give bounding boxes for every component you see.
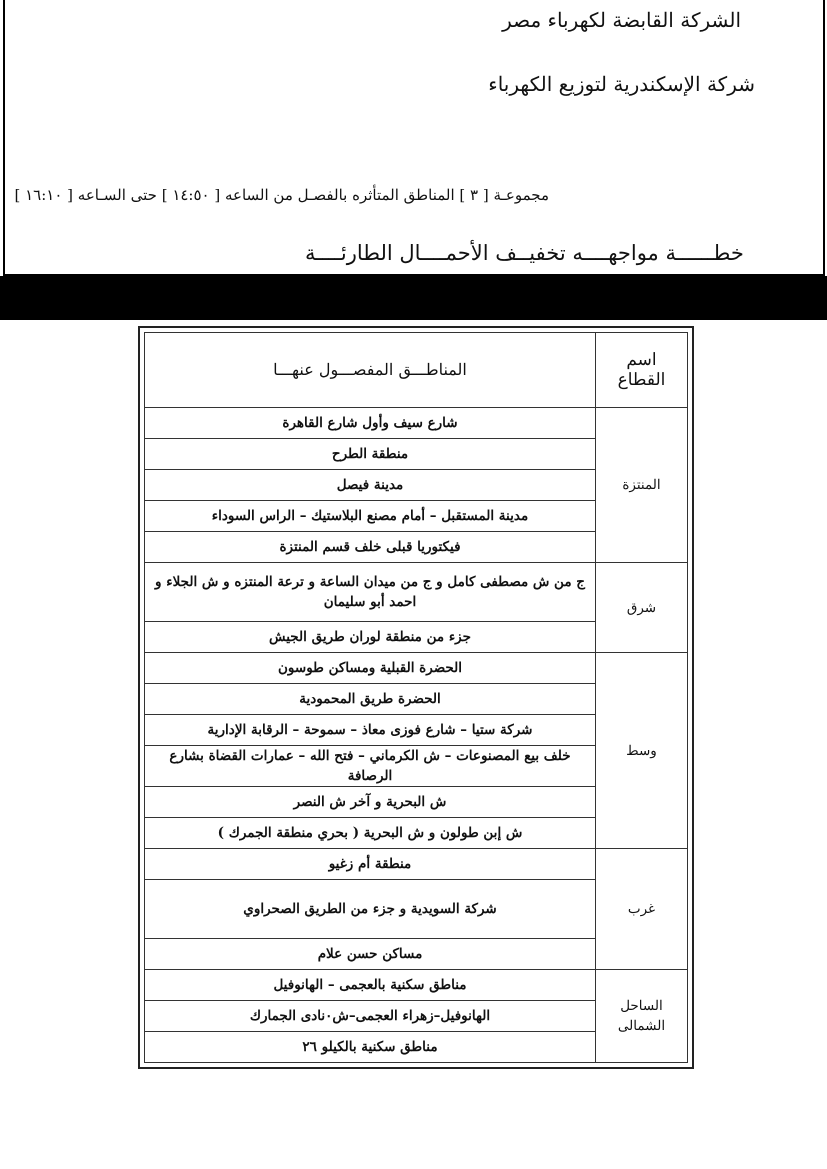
area-cell: الحضرة القبلية ومساكن طوسون [145, 653, 596, 684]
area-cell: خلف بيع المصنوعات – ش الكرماني – فتح الله – عمارات القضاة بشارع الرصافة [145, 746, 596, 787]
area-cell: شارع سيف وأول شارع القاهرة [145, 408, 596, 439]
table-header-row [145, 333, 688, 408]
sector-cell: شرق [596, 563, 688, 653]
area-cell: ش إبن طولون و ش البحرية ( بحري منطقة الجمرك ) [145, 818, 596, 849]
area-cell: جزء من منطقة لوران طريق الجيش [145, 622, 596, 653]
group-time-range: مجموعـة [ ٣ ] المناطق المتأثره بالفصـل من الساعه [ ١٤:٥٠ ] حتى السـاعه [ ١٦:١٠ ] [14, 186, 549, 204]
table-row [145, 408, 688, 439]
sector-cell: الساحل الشمالى [596, 970, 688, 1063]
area-cell: منطقة أم زغيو [145, 849, 596, 880]
area-cell: شركة ستيا – شارع فوزى معاذ – سموحة – الرقابة الإدارية [145, 715, 596, 746]
table-row [145, 563, 688, 622]
area-cell: ج من ش مصطفى كامل و ج من ميدان الساعة و ترعة المنتزه و ش الجلاء و احمد أبو سليمان [145, 563, 596, 622]
area-cell: مناطق سكنية بالعجمى – الهانوفيل [145, 970, 596, 1001]
holding-company-name: الشركة القابضة لكهرباء مصر [502, 8, 741, 32]
area-cell: مساكن حسن علام [145, 939, 596, 970]
area-cell: ش البحرية و آخر ش النصر [145, 787, 596, 818]
sector-column-header: اسم القطاع [596, 333, 688, 408]
areas-table-frame [138, 326, 694, 1069]
sector-cell: المنتزة [596, 408, 688, 563]
area-cell: مدينة المستقبل – أمام مصنع البلاستيك – الراس السوداء [145, 501, 596, 532]
area-cell: فيكتوريا قبلى خلف قسم المنتزة [145, 532, 596, 563]
area-cell: مناطق سكنية بالكيلو ٢٦ [145, 1032, 596, 1063]
areas-column-header: المناطـــق المفصـــول عنهـــا [145, 333, 596, 408]
area-cell: مدينة فيصل [145, 470, 596, 501]
local-company-name: شركة الإسكندرية لتوزيع الكهرباء [488, 72, 755, 96]
header-divider-band [0, 276, 827, 320]
area-cell: شركة السويدية و جزء من الطريق الصحراوي [145, 880, 596, 939]
table-row [145, 653, 688, 684]
area-cell: الحضرة طريق المحمودية [145, 684, 596, 715]
area-cell: الهانوفيل–زهراء العجمى–ش٠نادى الجمارك [145, 1001, 596, 1032]
sector-cell: وسط [596, 653, 688, 849]
table-row [145, 970, 688, 1001]
letterhead-box [3, 0, 825, 276]
area-cell: منطقة الطرح [145, 439, 596, 470]
table-row [145, 849, 688, 880]
sector-cell: غرب [596, 849, 688, 970]
affected-areas-table [144, 332, 688, 1063]
plan-title: خطــــــة مواجهــــه تخفيــف الأحمــــال الطارئــــة [305, 241, 744, 265]
